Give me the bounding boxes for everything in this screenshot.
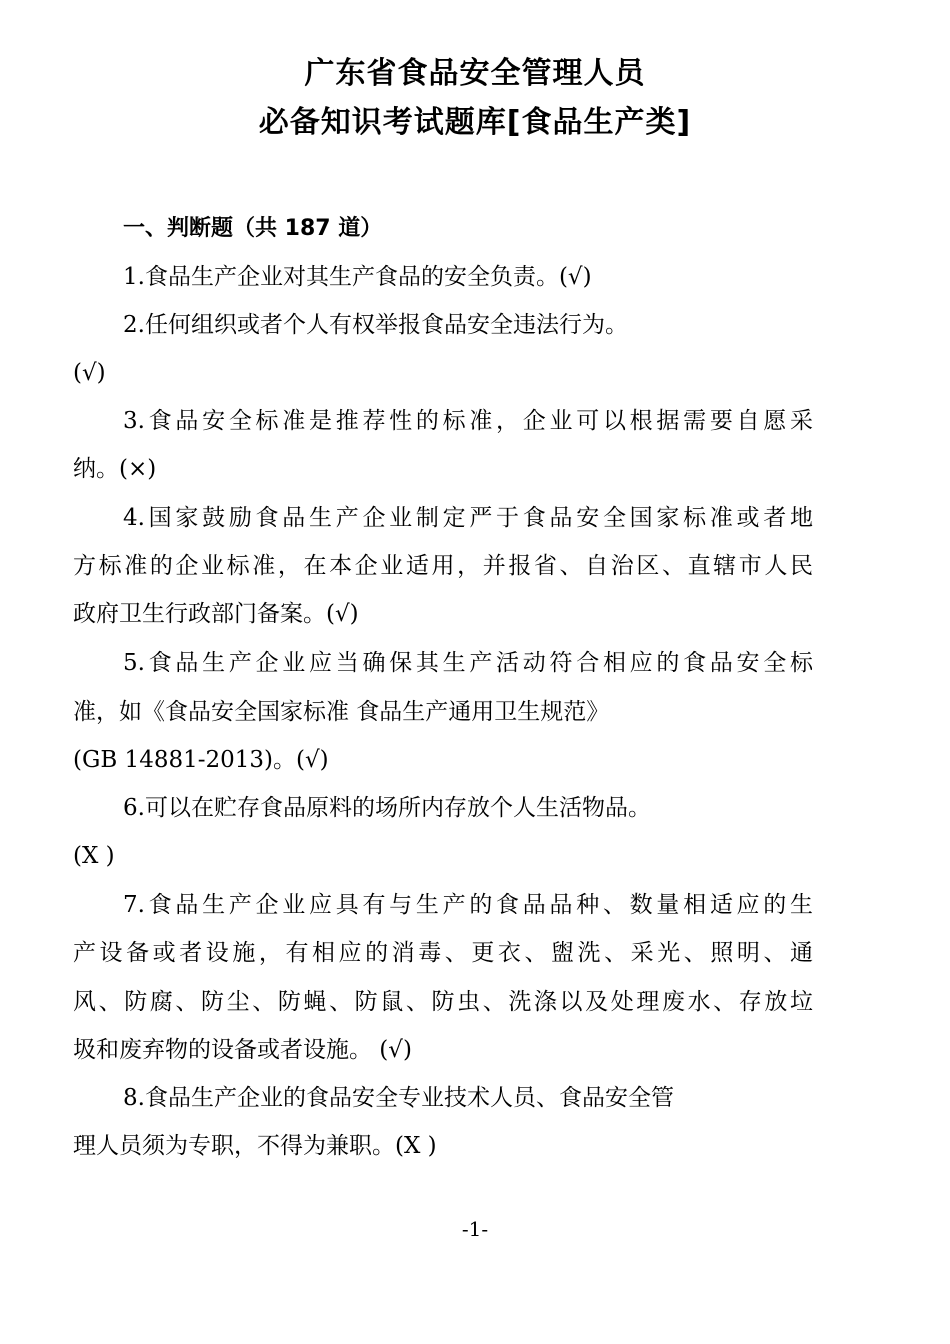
question-line: 方标准的企业标准，在本企业适用，并报省、自治区、直辖市人民 (73, 553, 813, 579)
question-line: 风、防腐、防尘、防蝇、防鼠、防虫、洗涤以及处理废水、存放垃 (73, 989, 813, 1015)
question-line: 1.食品生产企业对其生产食品的安全负责。(√) (123, 264, 592, 290)
question-line: 8.食品生产企业的食品安全专业技术人员、食品安全管 (123, 1085, 674, 1111)
question-line: 4.国家鼓励食品生产企业制定严于食品安全国家标准或者地 (123, 505, 813, 531)
question-line: (√) (73, 360, 106, 386)
question-line: 6.可以在贮存食品原料的场所内存放个人生活物品。 (123, 795, 651, 821)
question-line: 纳。(×) (73, 456, 157, 482)
document-title-line-1: 广东省食品安全管理人员 (304, 56, 646, 91)
question-line: 5.食品生产企业应当确保其生产活动符合相应的食品安全标 (123, 650, 813, 676)
question-line: 理人员须为专职，不得为兼职。(X ) (73, 1133, 437, 1159)
page-number: -1- (461, 1217, 489, 1241)
question-line: 政府卫生行政部门备案。(√) (73, 601, 359, 627)
question-line: 2.任何组织或者个人有权举报食品安全违法行为。 (123, 312, 628, 338)
question-line: 3.食品安全标准是推荐性的标准，企业可以根据需要自愿采 (123, 408, 813, 434)
question-line: 准，如《食品安全国家标准 食品生产通用卫生规范》 (73, 699, 610, 725)
section-heading: 一、判断题（共 187 道） (123, 216, 383, 241)
document-title-line-2: 必备知识考试题库[食品生产类] (258, 105, 692, 140)
question-line: 产设备或者设施，有相应的消毒、更衣、盥洗、采光、照明、通 (73, 940, 813, 966)
question-line: 圾和废弃物的设备或者设施。 (√) (73, 1037, 412, 1063)
question-line: 7.食品生产企业应具有与生产的食品品种、数量相适应的生 (123, 892, 813, 918)
question-line: (GB 14881-2013)。(√) (73, 747, 329, 773)
question-line: (X ) (73, 843, 115, 869)
